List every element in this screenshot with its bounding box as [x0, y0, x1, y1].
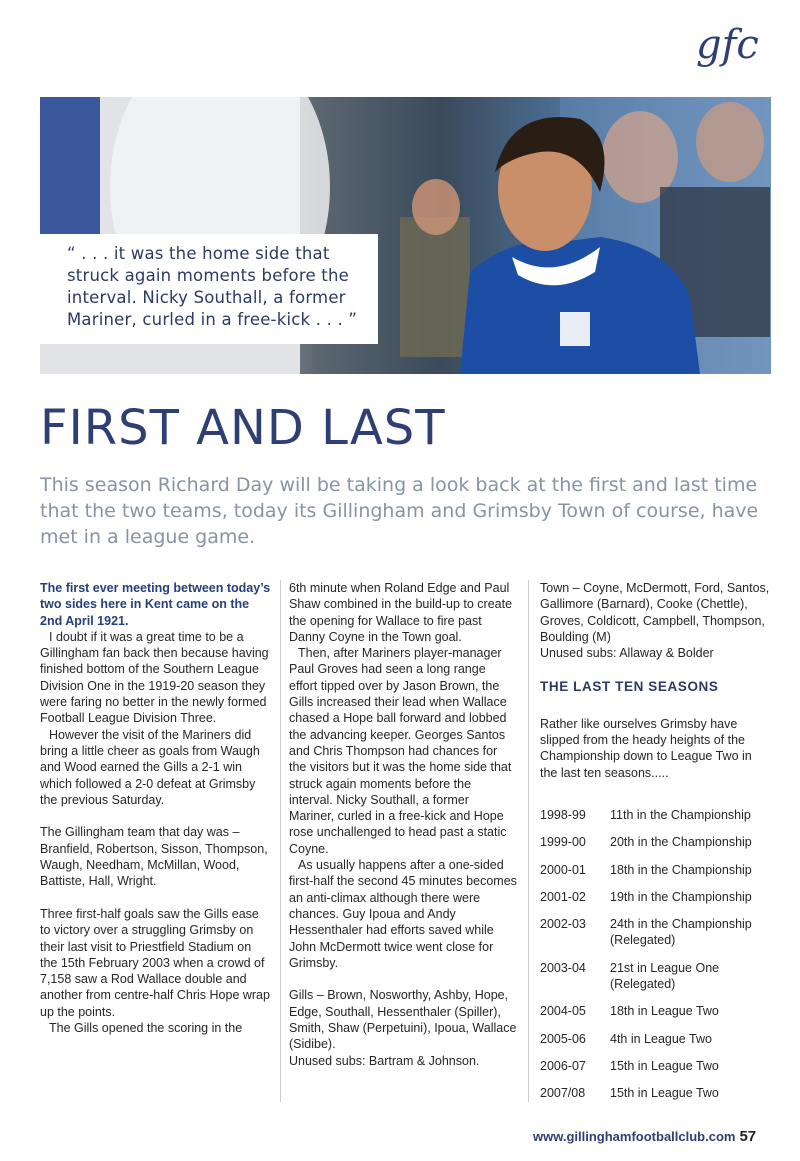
- paragraph: As usually happens after a one-sided first-half the second 45 minutes becomes an anti-climax although there were chances. Guy Ipoua and Andy Hessenthaler had efforts saved while John McDermott twice went close for Grimsby.: [289, 858, 517, 970]
- pull-quote: “ . . . it was the home side that struck again moments before the interval. Nicky Southall, a former Mariner, curled in a free-kick . . . ”: [67, 244, 358, 329]
- article-column-3: [540, 580, 770, 1113]
- seasons-table: [540, 807, 770, 1113]
- season-year: 2006-07: [540, 1058, 586, 1073]
- season-year: 1999-00: [540, 835, 586, 850]
- article-lead: The first ever meeting between today’s two sides here in Kent came on the 2nd April 1921.: [40, 581, 271, 628]
- season-year: 2004-05: [540, 1004, 586, 1019]
- season-result: 4th in League Two: [610, 1031, 712, 1046]
- season-row: [540, 862, 770, 889]
- season-year: 2007/08: [540, 1086, 586, 1101]
- page-number: 57: [739, 1128, 757, 1145]
- section-subhead: THE LAST TEN SEASONS: [540, 679, 719, 695]
- article-title: FIRST AND LAST: [40, 400, 446, 456]
- paragraph: Rather like ourselves Grimsby have slipped from the heady heights of the Championship down to League Two in the last ten seasons.....: [540, 716, 752, 780]
- season-result: 11th in the Championship: [610, 807, 751, 822]
- paragraph: However the visit of the Mariners did bring a little cheer as goals from Waugh and Wood earned the Gills a 2-1 win which followed a 2-0 defeat at Grimsby the previous Saturday.: [40, 727, 260, 807]
- season-year: 1998-99: [540, 807, 586, 822]
- club-monogram-logo: [694, 22, 770, 74]
- team-lineup: Town – Coyne, McDermott, Ford, Santos, Gallimore (Barnard), Cooke (Chettle), Groves, Coldicott, Campbell, Thompson, Boulding (M): [540, 581, 770, 644]
- season-year: 2002-03: [540, 917, 586, 932]
- season-result: 15th in League Two: [610, 1086, 719, 1101]
- season-year: 2003-04: [540, 960, 586, 975]
- season-row: [540, 960, 770, 1004]
- team-lineup: Gills – Brown, Nosworthy, Ashby, Hope, Edge, Southall, Hessenthaler (Spiller), Smith, Shaw (Perpetuini), Ipoua, Wallace (Sidibe).: [289, 988, 517, 1052]
- season-result: 18th in the Championship: [610, 862, 752, 877]
- article-standfirst: This season Richard Day will be taking a look back at the first and last time that the two teams, today its Gillingham and Grimsby Town of course, have met in a league game.: [40, 474, 759, 548]
- season-row: [540, 1058, 770, 1085]
- footer-url: www.gillinghamfootballclub.com: [533, 1129, 736, 1144]
- season-row: [540, 916, 770, 960]
- season-year: 2001-02: [540, 889, 586, 904]
- season-year: 2005-06: [540, 1031, 586, 1046]
- season-row: [540, 807, 770, 834]
- season-result: 20th in the Championship: [610, 835, 752, 850]
- unused-subs: Unused subs: Bartram & Johnson.: [289, 1053, 480, 1068]
- season-row: [540, 1085, 770, 1112]
- season-result: 21st in League One (Relegated): [610, 960, 720, 992]
- pull-quote-box: [40, 234, 378, 344]
- paragraph: I doubt if it was a great time to be a Gillingham fan back then because having finished bottom of the Southern League Division One in the 1919-20 season they were faring no better in the newly formed Football League Division Three.: [40, 629, 269, 726]
- page-footer: [533, 1128, 756, 1145]
- season-row: [540, 889, 770, 916]
- season-result: 18th in League Two: [610, 1004, 719, 1019]
- season-result: 19th in the Championship: [610, 889, 752, 904]
- paragraph: Three first-half goals saw the Gills ease to victory over a struggling Grimsby on their last visit to Priestfield Stadium on the 15th February 2003 when a crowd of 7,158 saw a Rod Wallace double and another from centre-half Chris Hope wrap up the points.: [40, 906, 270, 1019]
- article-column-2: [289, 580, 517, 1069]
- season-year: 2000-01: [540, 862, 586, 877]
- paragraph: Then, after Mariners player-manager Paul Groves had seen a long range effort tipped over by Jason Brown, the Gills increased their lead when Wallace chased a Hope ball forward and lobbed the advancing keeper. Georges Santos and Chris Thompson had chances for the visitors but it was the home side that struck again moments before the interval. Nicky Southall, a former Mariner, curled in a free-kick and Hope rose unchallenged to head past a static Coyne.: [289, 646, 512, 856]
- column-divider: [280, 580, 281, 1102]
- paragraph: 6th minute when Roland Edge and Paul Shaw combined in the build-up to create the opening for Wallace to fire past Danny Coyne in the Town goal.: [289, 581, 513, 644]
- season-result: 24th in the Championship (Relegated): [610, 917, 752, 948]
- season-row: [540, 1031, 770, 1058]
- paragraph: The Gills opened the scoring in the: [49, 1021, 243, 1036]
- season-row: [540, 834, 770, 861]
- paragraph: The Gillingham team that day was – Branfield, Robertson, Sisson, Thompson, Waugh, Needham, McMillan, Wood, Battiste, Hall, Wright.: [40, 825, 268, 889]
- logo-lettering: gfc: [696, 22, 759, 68]
- season-row: [540, 1003, 770, 1030]
- article-column-1: [40, 580, 272, 1036]
- column-divider: [528, 580, 529, 1102]
- unused-subs: Unused subs: Allaway & Bolder: [540, 646, 714, 661]
- season-result: 15th in League Two: [610, 1058, 719, 1073]
